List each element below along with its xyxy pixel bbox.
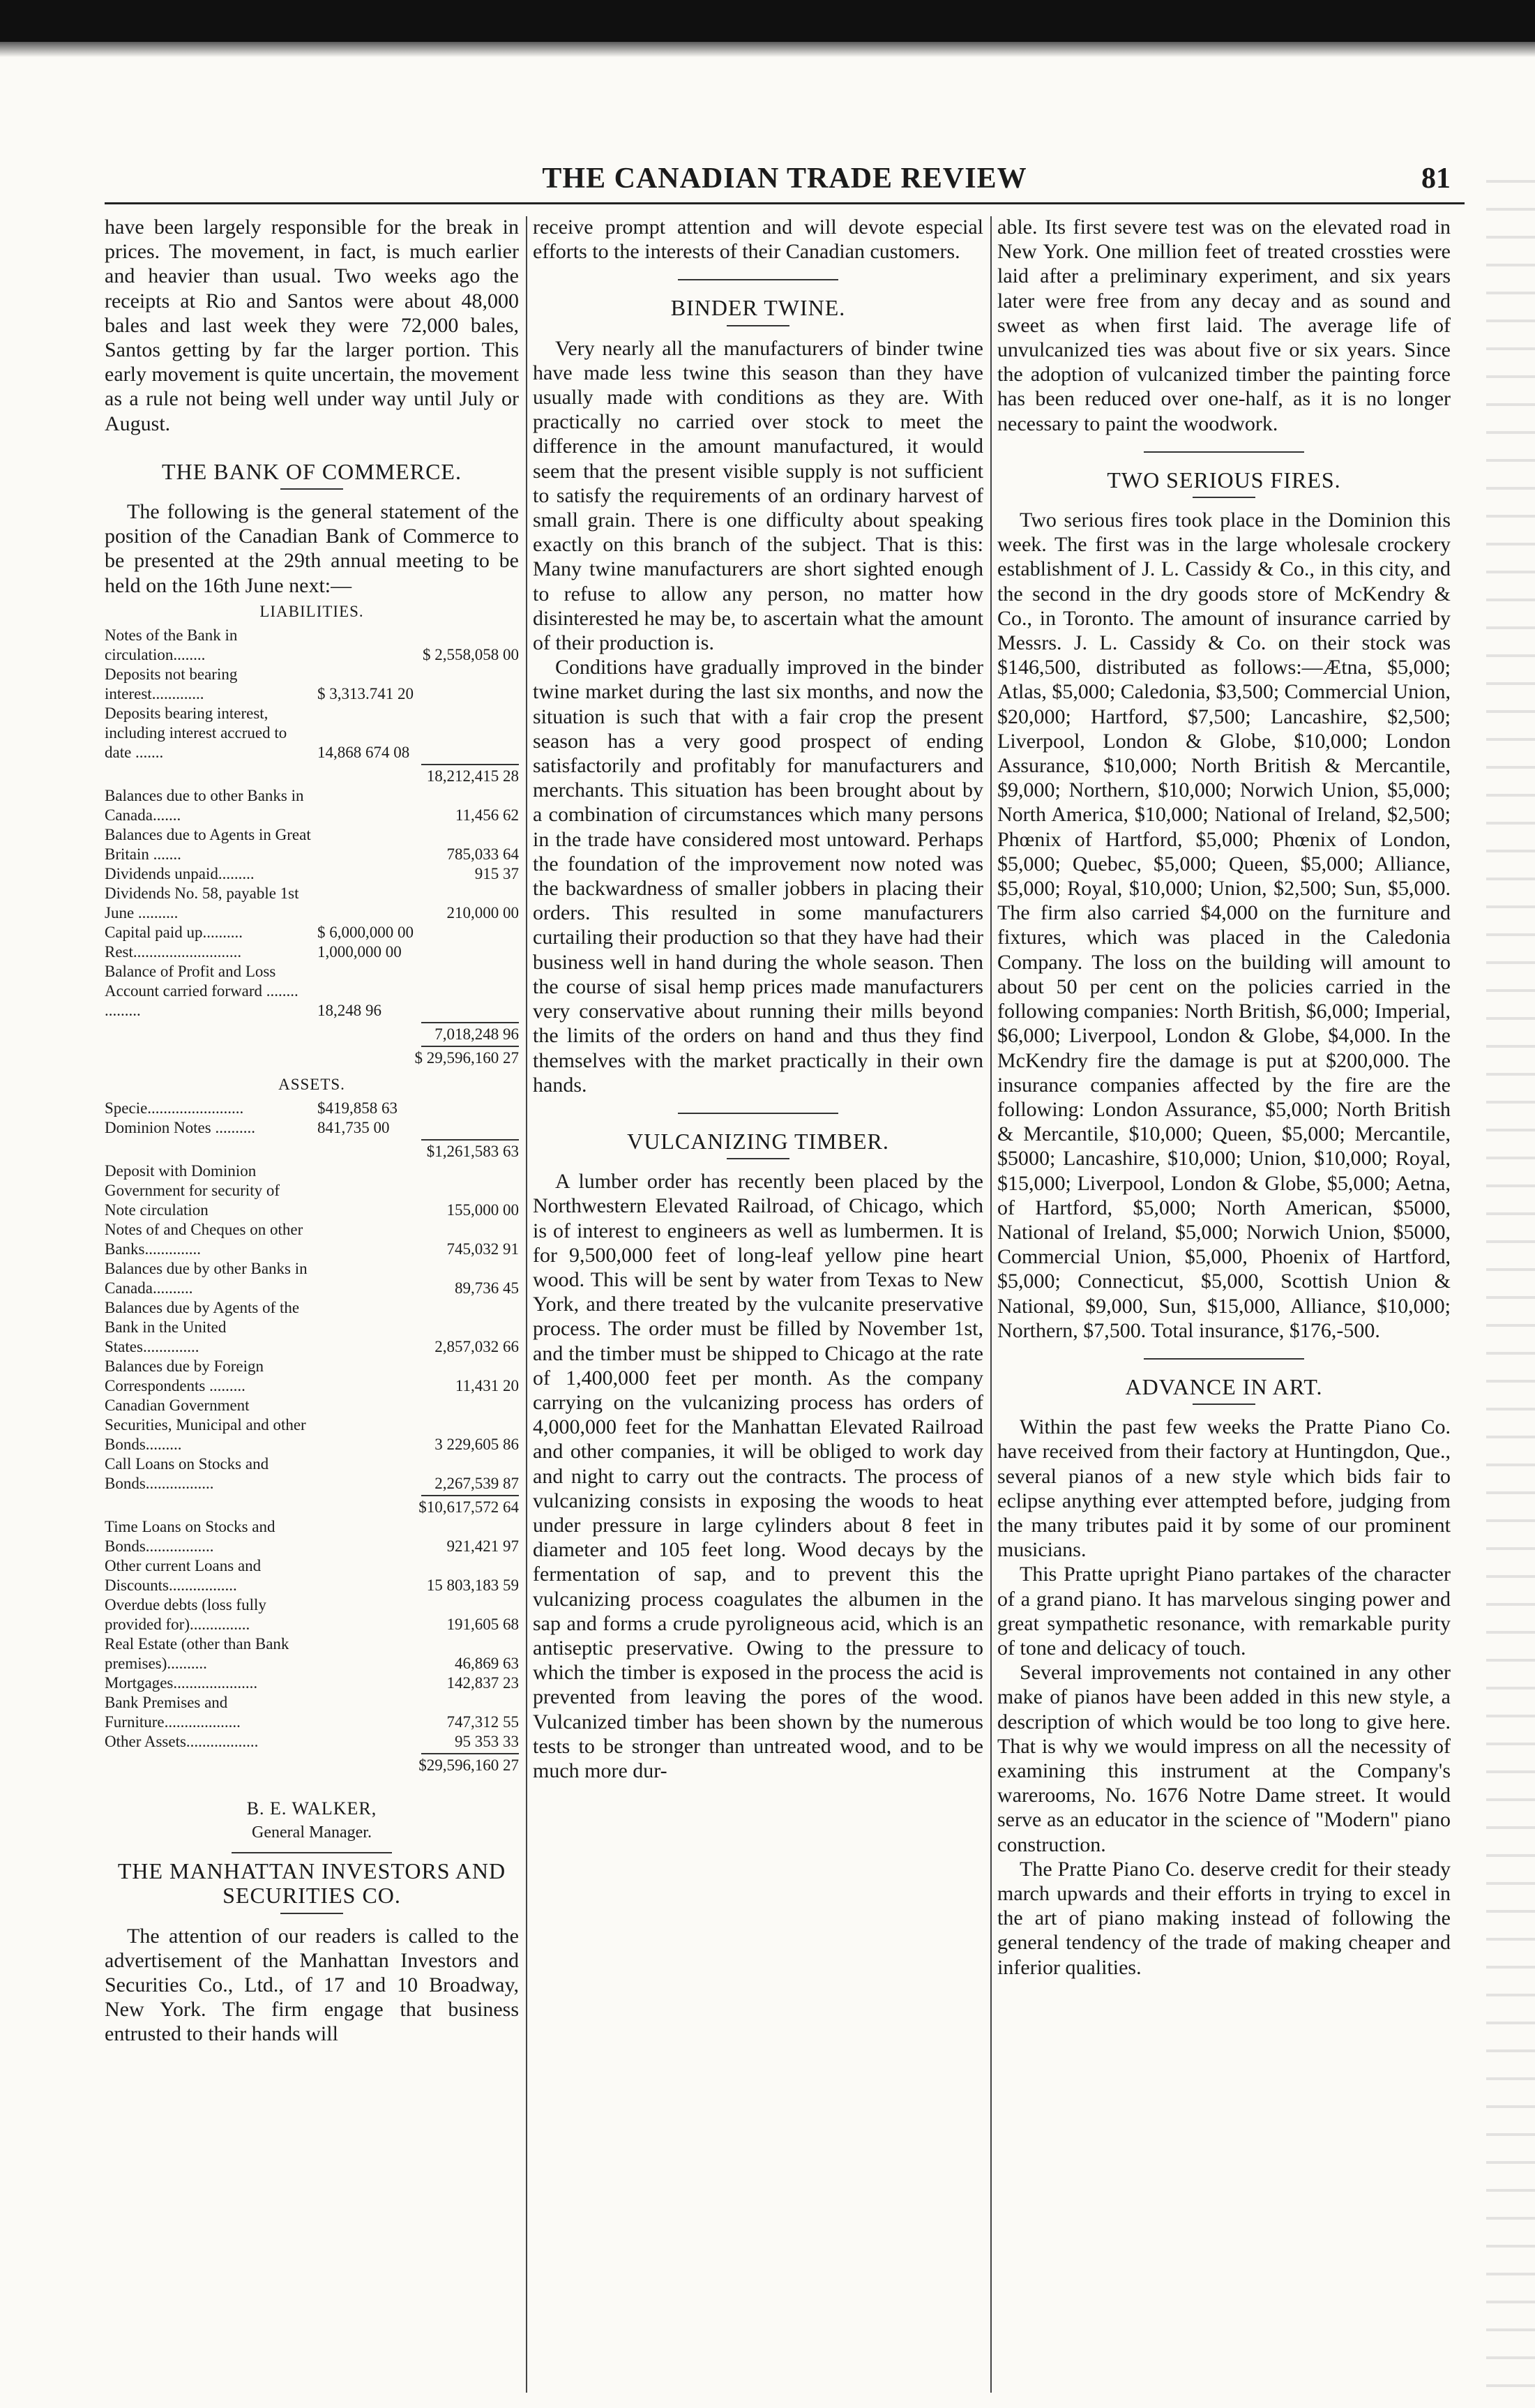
column-left	[105, 215, 519, 2047]
statement-row	[105, 923, 519, 942]
statement-row	[105, 1634, 519, 1673]
statement-label: Dividends No. 58, payable 1st June ..........	[105, 884, 299, 921]
heading-rule	[1193, 1404, 1255, 1405]
section-rule	[678, 1113, 838, 1114]
statement-amount: $29,596,160 27	[418, 1756, 519, 1774]
bank-heading: THE BANK OF COMMERCE.	[162, 458, 462, 484]
statement-label: Other Assets..................	[105, 1732, 259, 1750]
statement-row	[105, 942, 519, 962]
heading-rule	[1193, 497, 1255, 498]
statement-row	[105, 962, 519, 1021]
statement-subamount: $ 3,313.741 20	[317, 684, 414, 702]
statement-label: Mortgages.....................	[105, 1673, 258, 1692]
statement-row	[105, 884, 519, 923]
signature-title: General Manager.	[252, 1823, 372, 1842]
statement-label: Deposit with Dominion Government for security of Note circulation	[105, 1161, 280, 1219]
vulcanizing-heading: VULCANIZING TIMBER.	[627, 1128, 889, 1154]
statement-row	[105, 825, 519, 864]
statement-amount: $ 29,596,160 27	[414, 1048, 519, 1067]
scan-right-edge	[1486, 167, 1535, 2408]
statement-row	[105, 626, 519, 665]
art-paragraph: The Pratte Piano Co. deserve credit for their steady march upwards and their efforts in trying to excel in the art of piano making instead of following the general tendency of the trade of making cheaper and inferior qualities.	[997, 1857, 1451, 1979]
total-rule	[421, 1495, 519, 1496]
statement-label: Balances due by Agents of the Bank in the United States..............	[105, 1298, 300, 1355]
total-rule	[421, 764, 519, 765]
statement-amount: $ 2,558,058 00	[423, 645, 519, 663]
scan-top-shadow	[0, 42, 1535, 57]
statement-row	[105, 1673, 519, 1693]
scan-top-border	[0, 0, 1535, 42]
statement-label: Capital paid up..........	[105, 923, 243, 941]
statement-row	[105, 1498, 519, 1517]
statement-row	[105, 1595, 519, 1634]
header-rule	[105, 202, 1465, 204]
statement-subamount: 18,248 96	[317, 1001, 381, 1019]
statement-subamount: 841,735 00	[317, 1118, 390, 1136]
statement-label: Other current Loans and Discounts.................	[105, 1556, 262, 1594]
statement-label: Deposits not bearing interest.............	[105, 665, 238, 702]
statement-amount: $10,617,572 64	[418, 1498, 519, 1516]
manhattan-heading: THE MANHATTAN INVESTORS AND SECURITIES CO.	[117, 1858, 506, 1909]
vulcanizing-text: A lumber order has recently been placed by the Northwestern Elevated Railroad, of Chicago, which is of interest to engineers as well as lumbermen. It is for 9,500,000 feet of long-leaf yellow pine heart wood. This will be sent by water from Texas to New York, and there treated by the vulcanite preservative process. The order must be filled by November 1st, and the timber must be shipped to Chicago at the rate of 1,400,000 feet per month. As the company carrying on the vulcanizing process has orders of 4,000,000 feet for the Manhattan Elevated Railroad and other companies, it will be obliged to work day and night to carry out the contracts. The process of vulcanizing consists in exposing the woods to heat under pressure in large cylinders about 8 feet in diameter and 105 feet long. Wood decays by the fermentation of sap, and to prevent this the vulcanizing process coagulates the albumen in the sap and forms a crude pyroligneous acid, which is an antiseptic preservative. Owing to the pressure to which the timber is exposed in the process the acid is prevented from leaving the pores of the wood. Vulcanized timber has been shown by the numerous tests to be stronger than untreated wood, and to be much more dur-	[533, 1170, 983, 1782]
page-number: 81	[1421, 163, 1451, 195]
statement-amount: $1,261,583 63	[426, 1142, 519, 1160]
statement-row	[105, 1259, 519, 1298]
statement-label: Call Loans on Stocks and Bonds.................	[105, 1454, 269, 1492]
page-title: THE CANADIAN TRADE REVIEW	[542, 163, 1027, 195]
statement-row	[105, 1099, 519, 1118]
statement-row	[105, 1048, 519, 1068]
section-rule	[678, 279, 838, 280]
article-continuation: receive prompt attention and will devote especial efforts to the interests of their Canadian customers.	[533, 216, 983, 264]
statement-row	[105, 1693, 519, 1732]
heading-rule	[727, 1158, 789, 1159]
binder-paragraph: Very nearly all the manufacturers of binder twine have made less twine this season than they have usually made with conditions as they are. With practically no carried over stock to meet the difference in the amount manufactured, it would seem that the present visible supply is not sufficient to satisfy the requirements of an ordinary harvest of small grain. There is one difficulty about speaking exactly on this branch of the subject. That is this: Many twine manufacturers are short sighted enough to refuse to allow any person, no matter how disinterested he may be, to ascertain what the amount of their production is.	[533, 336, 983, 655]
total-rule	[421, 1022, 519, 1023]
statement-amount: 18,212,415 28	[426, 767, 519, 785]
statement-row	[105, 665, 519, 704]
statement-amount: 2,857,032 66	[434, 1337, 519, 1355]
assets-table	[105, 1099, 519, 1775]
statement-amount: 89,736 45	[455, 1279, 519, 1297]
statement-row	[105, 1161, 519, 1220]
statement-subamount: $ 6,000,000 00	[317, 923, 414, 941]
fires-heading: TWO SERIOUS FIRES.	[1107, 467, 1341, 492]
statement-amount: 745,032 91	[446, 1240, 519, 1258]
statement-label: Balance of Profit and Loss Account carried forward ........ .........	[105, 962, 298, 1019]
liabilities-table	[105, 626, 519, 1068]
bank-intro: The following is the general statement of the position of the Canadian Bank of Commerce to be presented at the 29th annual meeting to be held on the 16th June next:—	[105, 500, 519, 597]
section-rule	[1144, 1358, 1304, 1360]
statement-label: Rest...........................	[105, 942, 242, 961]
binder-paragraph: Conditions have gradually improved in the binder twine market during the last six months, and now the situation is such that with a fair crop the present season has a very good prospect of ending satisfactorily and profitably for manufacturers and merchants. This situation has been brought about by a combination of circumstances which many persons in the trade have considered most untoward. Perhaps the foundation of the improvement now noted was the backwardness of smaller jobbers in placing their orders. This resulted in some manufacturers curtailing their production so that they have had their business well in hand during the whole season. Then the course of sisal hemp prices made manufacturers very conservative about running their mills beyond the limits of the orders on hand and thus they find themselves with the market practically in their own hands.	[533, 656, 983, 1097]
art-paragraph: Several improvements not contained in any other make of pianos have been added in this new style, a description of which would be too long to give here. That is why we would impress on all the necessity of examining this instrument at the Company's warerooms, No. 1676 Notre Dame street. It would serve as an educator in the science of "Modern" piano construction.	[997, 1661, 1451, 1856]
statement-row	[105, 704, 519, 762]
statement-label: Dividends unpaid.........	[105, 864, 255, 882]
statement-amount: 7,018,248 96	[434, 1025, 519, 1043]
statement-amount: 95 353 33	[455, 1732, 519, 1750]
column-separator	[526, 216, 527, 2393]
statement-amount: 155,000 00	[446, 1201, 519, 1219]
heading-rule	[280, 1913, 343, 1914]
statement-subamount: 14,868 674 08	[317, 743, 410, 761]
statement-label: Canadian Government Securities, Municipal and other Bonds.........	[105, 1396, 306, 1453]
statement-row	[105, 1220, 519, 1259]
statement-amount: 921,421 97	[446, 1537, 519, 1555]
heading-rule	[727, 325, 789, 326]
statement-row	[105, 1454, 519, 1493]
statement-row	[105, 864, 519, 884]
statement-amount: 915 37	[474, 864, 519, 882]
statement-row	[105, 1142, 519, 1161]
total-rule	[421, 1046, 519, 1047]
statement-label: Time Loans on Stocks and Bonds.................	[105, 1517, 275, 1555]
statement-label: Dominion Notes ..........	[105, 1118, 255, 1136]
statement-label: Bank Premises and Furniture...................	[105, 1693, 241, 1731]
statement-label: Balances due to Agents in Great Britain .......	[105, 825, 311, 863]
statement-label: Specie........................	[105, 1099, 244, 1117]
column-right	[997, 215, 1451, 1980]
section-rule	[232, 1852, 392, 1853]
statement-label: Notes of the Bank in circulation........	[105, 626, 238, 663]
assets-caption: ASSETS.	[278, 1075, 345, 1093]
liabilities-caption: LIABILITIES.	[259, 602, 364, 620]
statement-row	[105, 1025, 519, 1044]
statement-amount: 142,837 23	[446, 1673, 519, 1692]
art-paragraph: This Pratte upright Piano partakes of the character of a grand piano. It has marvelous singing power and great sympathetic resonance, with remarkable purity of tone and delicacy of touch.	[997, 1563, 1451, 1660]
total-rule	[421, 1753, 519, 1754]
statement-label: Balances due to other Banks in Canada.......	[105, 786, 304, 824]
art-heading: ADVANCE IN ART.	[1125, 1374, 1323, 1399]
signature-name: B. E. WALKER,	[246, 1798, 377, 1819]
statement-amount: 785,033 64	[446, 845, 519, 863]
article-continuation: able. Its first severe test was on the elevated road in New York. One million feet of treated crossties were laid after a preliminary experiment, and six years later were free from any decay and as sound and sweet as when first laid. The average life of unvulcanized ties was about five or six years. Since the adoption of vulcanized timber the painting force has been reduced over one-half, as it is no longer necessary to paint the woodwork.	[997, 216, 1451, 435]
statement-amount: 3 229,605 86	[434, 1435, 519, 1453]
total-rule	[421, 1139, 519, 1141]
statement-label: Balances due by Foreign Correspondents .........	[105, 1357, 264, 1394]
manhattan-text: The attention of our readers is called to the advertisement of the Manhattan Investors and Securities Co., Ltd., of 17 and 10 Broadway, New York. The firm engage that business entrusted to their hands will	[105, 1924, 519, 2046]
section-rule	[1144, 451, 1304, 453]
page-header	[105, 159, 1465, 202]
statement-row	[105, 1357, 519, 1396]
heading-rule	[280, 488, 343, 490]
statement-amount: 15 803,183 59	[426, 1576, 519, 1594]
statement-subamount: 1,000,000 00	[317, 942, 402, 961]
statement-label: Deposits bearing interest, including interest accrued to date .......	[105, 704, 287, 761]
column-middle	[533, 215, 983, 1783]
statement-row	[105, 1756, 519, 1775]
statement-row	[105, 1396, 519, 1454]
statement-row	[105, 1298, 519, 1357]
statement-label: Notes of and Cheques on other Banks..............	[105, 1220, 303, 1258]
statement-subamount: $419,858 63	[317, 1099, 398, 1117]
statement-amount: 191,605 68	[446, 1615, 519, 1633]
bank-statement	[105, 602, 519, 1775]
statement-amount: 11,431 20	[455, 1376, 519, 1394]
statement-row	[105, 1517, 519, 1556]
statement-row	[105, 1118, 519, 1138]
statement-label: Real Estate (other than Bank premises)..........	[105, 1634, 289, 1672]
statement-amount: 210,000 00	[446, 903, 519, 921]
binder-heading: BINDER TWINE.	[670, 295, 846, 321]
statement-label: Overdue debts (loss fully provided for)...............	[105, 1595, 266, 1633]
statement-row	[105, 1556, 519, 1595]
statement-label: Balances due by other Banks in Canada..........	[105, 1259, 308, 1297]
statement-amount: 747,312 55	[446, 1713, 519, 1731]
statement-amount: 2,267,539 87	[434, 1474, 519, 1492]
statement-row	[105, 767, 519, 786]
statement-amount: 46,869 63	[455, 1654, 519, 1672]
statement-row	[105, 1732, 519, 1752]
column-separator	[990, 216, 992, 2393]
art-paragraph: Within the past few weeks the Pratte Piano Co. have received from their factory at Huntingdon, Que., several pianos of a new style which bids fair to eclipse anything ever attempted before, judging from the many tributes paid it by some of our prominent musicians.	[997, 1415, 1451, 1562]
statement-amount: 11,456 62	[455, 806, 519, 824]
article-continuation: have been largely responsible for the break in prices. The movement, in fact, is much earlier and heavier than usual. Two weeks ago the receipts at Rio and Santos were about 48,000 bales and last week they were 72,000 bales, Santos getting by far the larger portion. This early movement is quite uncertain, the movement as a rule not being well under way until July or August.	[105, 216, 519, 435]
statement-row	[105, 786, 519, 825]
fires-text: Two serious fires took place in the Dominion this week. The first was in the large wholesale crockery establishment of J. L. Cassidy & Co., in this city, and the second in the dry goods store of McKendry & Co., in Toronto. The amount of insurance carried by Messrs. J. L. Cassidy & Co. on their stock was $146,500, distributed as follows:—Ætna, $5,000; Atlas, $5,000; Caledonia, $3,500; Commercial Union, $20,000; Hartford, $7,500; Lancashire, $2,500; Liverpool, London & Globe, $10,000; London Assurance, $10,000; North British & Mercantile, $9,000; Northern, $10,000; Norwich Union, $5,000; North America, $10,000; National of Ireland, $2,500; Phœnix of Hartford, $5,000; Phœnix of London, $5,000; Quebec, $5,000; Queen, $5,000; Alliance, $5,000; Royal, $10,000; Union, $2,500; Sun, $5,000. The firm also carried $4,000 on the furniture and fixtures, which was placed in the Caledonia Company. The loss on the building will amount to about 50 per cent on the policies carried in the following companies: North British, $6,000; Imperial, $6,000; Liverpool, London & Globe, $4,000. In the McKendry fire the damage is put at $200,000. The insurance companies affected by the fire are the following: London Assurance, $5,000; North British & Mercantile, $10,000; Queen, $5,000; Mercantile, $5000; Lancashire, $10,000; Union, $10,000; Royal, $15,000; Liverpool, London & Globe, $5,000; Aetna, of Hartford, $5,000; North American, $5000, National of Ireland, $5,000; Norwich Union, $5000, Commercial Union, $5,000, Phoenix of Hartford, $5,000; Connecticut, $5,000, Scottish Union & National, $9,000, Sun, $15,000, Alliance, $10,000; Northern, $7,500. Total insurance, $176,-500.	[997, 509, 1451, 1342]
